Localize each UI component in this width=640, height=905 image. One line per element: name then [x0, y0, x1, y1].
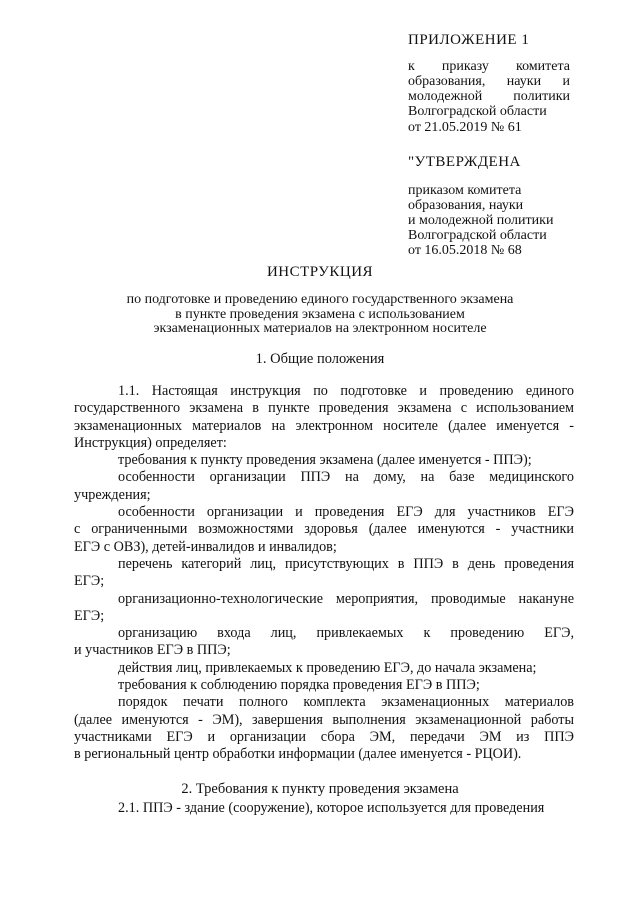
para-1-1-line-4: Инструкция) определяет: [74, 434, 227, 451]
appendix-line-2: образования, науки и [408, 74, 570, 89]
list-item: перечень категорий лиц, присутствующих в ППЭ в день проведения [118, 555, 574, 572]
appendix-line-3: молодежной политики [408, 89, 570, 104]
list-item: в региональный центр обработки информации (далее именуется - РЦОИ). [74, 746, 522, 763]
para-1-1-line-1: 1.1. Настоящая инструкция по подготовке и проведению единого [118, 383, 574, 399]
list-item: с ограниченными возможностями здоровья (далее именуются - участники [74, 521, 574, 538]
list-item: участниками ЕГЭ и организации сбора ЭМ, передачи ЭМ из ППЭ [74, 728, 574, 745]
instruction-subtitle-line-1: по подготовке и проведению единого государственного экзамена [126, 292, 514, 307]
list-item: учреждения; [74, 486, 151, 503]
para-1-1-line-3: экзаменационных материалов на электронном носителе (далее именуется - [74, 417, 574, 434]
para-1-1-line-2: государственного экзамена в пункте проведения экзамена с использованием [74, 400, 574, 417]
list-item: требования к соблюдению порядка проведения ЕГЭ в ППЭ; [118, 677, 480, 694]
section-1-heading: 1. Общие положения [255, 351, 385, 367]
list-item: особенности организации и проведения ЕГЭ для участников ЕГЭ [118, 504, 574, 521]
list-item: ЕГЭ; [74, 607, 105, 624]
list-item: требования к пункту проведения экзамена (далее именуется - ППЭ); [118, 452, 532, 469]
approved-line-5: от 16.05.2018 № 68 [408, 243, 522, 258]
instruction-subtitle [80, 293, 560, 337]
para-2-1: 2.1. ППЭ - здание (сооружение), которое используется для проведения [118, 800, 545, 816]
appendix-reference [408, 59, 570, 119]
appendix-title: ПРИЛОЖЕНИЕ 1 [408, 32, 530, 48]
approved-reference [408, 183, 583, 258]
instruction-title: ИНСТРУКЦИЯ [266, 264, 374, 280]
list-item: порядок печати полного комплекта экзаменационных материалов [118, 694, 574, 711]
section-1-body [74, 383, 574, 764]
list-item: организационно-технологические мероприятия, проводимые накануне [118, 590, 574, 607]
appendix-date: от 21.05.2019 № 61 [408, 120, 522, 135]
list-item: действия лиц, привлекаемых к проведению ЕГЭ, до начала экзамена; [118, 659, 537, 676]
approved-title: "УТВЕРЖДЕНА [408, 154, 521, 170]
section-2-heading: 2. Требования к пункту проведения экзамена [181, 781, 459, 797]
approved-line-1: приказом комитета [408, 183, 522, 198]
instruction-subtitle-line-2: в пункте проведения экзамена с использованием [175, 306, 465, 322]
list-item: ЕГЭ с ОВЗ), детей-инвалидов и инвалидов; [74, 538, 337, 555]
list-item: организацию входа лиц, привлекаемых к проведению ЕГЭ, [118, 625, 574, 642]
approved-line-3: и молодежной политики [408, 213, 554, 228]
list-item: и участников ЕГЭ в ППЭ; [74, 642, 231, 659]
instruction-subtitle-line-3: экзаменационных материалов на электронном носителе [153, 321, 487, 336]
list-item: ЕГЭ; [74, 573, 105, 590]
approved-line-2: образования, науки [408, 198, 524, 213]
list-item: особенности организации ППЭ на дому, на базе медицинского [118, 469, 574, 486]
appendix-line-1: к приказу комитета [408, 59, 570, 74]
approved-line-4: Волгоградской области [408, 228, 547, 243]
appendix-line-4: Волгоградской области [408, 104, 547, 119]
list-item: (далее именуются - ЭМ), завершения выполнения экзаменационной работы [74, 711, 574, 728]
